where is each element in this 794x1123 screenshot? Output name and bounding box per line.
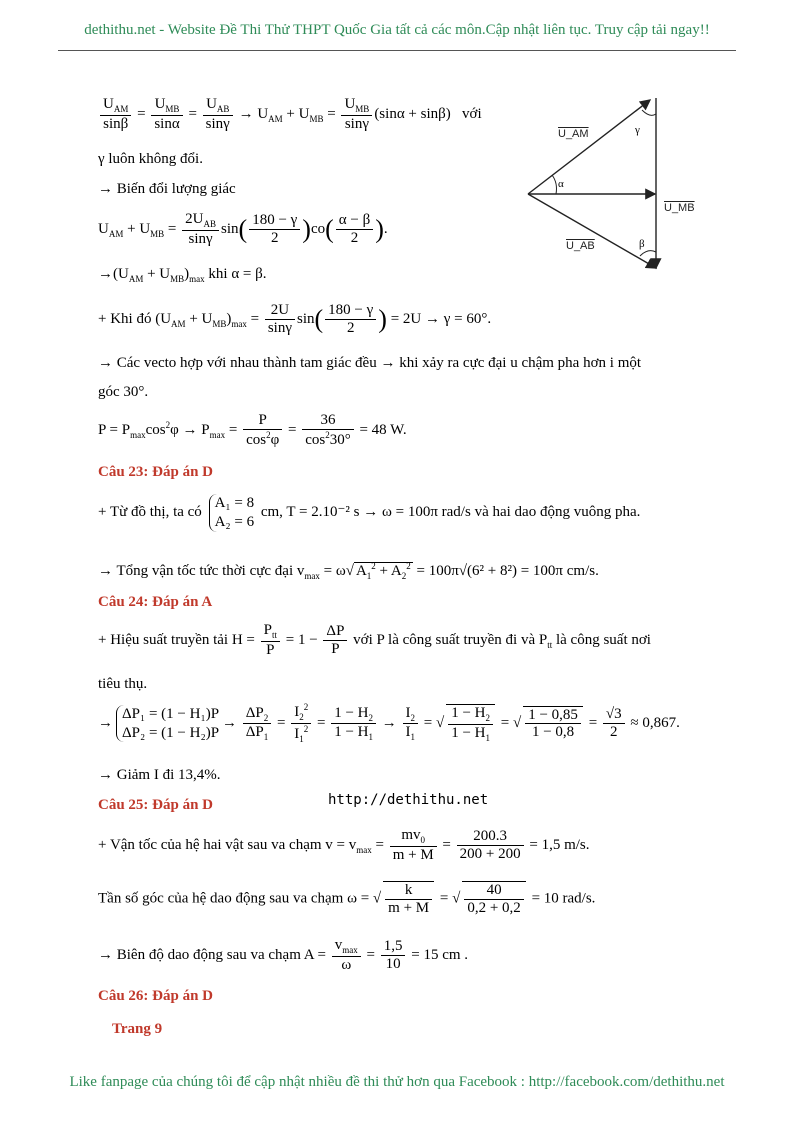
vector-triangle-diagram [520, 88, 720, 283]
q26-title: Câu 26: Đáp án D [98, 988, 214, 1004]
label-alpha: α [558, 178, 564, 190]
site-footer[interactable]: Like fanpage của chúng tôi để cập nhật nhiều đề thi thử hơn qua Facebook : http://facebook.com/dethithu.net [69, 1074, 725, 1090]
q24-line1-post2: là công suất nơi [555, 632, 651, 648]
sum-voltage-equation: $U_{AM} + U_{MB}$ = $\frac{2U_{AB}}{\sin\gamma}$ sin( $\frac{180 - \gamma}{2}$ )co( $\frac{\alpha - \beta}{2}$ ). [98, 211, 388, 247]
power-equation: $P = P_{max}\cos^2\varphi \to P_{max}$ = $\frac{P}{\cos^2\varphi}$ = $\frac{36}{\cos^230^\circ}$ = 48 W. [98, 412, 407, 448]
vector-u-am [528, 100, 650, 194]
q24-result: ≈ 0,867. [630, 715, 680, 732]
label-u-mb: U_MB [664, 202, 695, 214]
q25-line3: → Biên độ dao động sau va chạm A = $\frac{v_{max}}{\omega}$ = $\frac{1,5}{10}$ = 15 cm . [98, 937, 469, 973]
page-number [112, 1021, 162, 1038]
with-label: với [462, 106, 482, 122]
q25-line1-result: = 1,5 m/s. [529, 837, 590, 853]
gamma-constant-text: γ luôn không đổi. [98, 151, 203, 167]
gamma-result: = 2U → γ = 60°. [390, 310, 492, 327]
q25-line3-result: = 15 cm . [411, 947, 469, 963]
q25-line3-pre: → Biên độ dao động sau va chạm [98, 947, 301, 963]
q24-line2: tiêu thụ. [98, 676, 148, 692]
q24-line1: + Hiệu suất truyền tải H = $\frac{P_{tt}}{P}$ = 1 − $\frac{\Delta P}{P}$ với P là công suất truyền đi và $P_{tt}$ là công suất nơi [98, 622, 651, 658]
q25-line1-pre: + Vận tốc của hệ hai vật sau va chạm [98, 837, 322, 853]
q23-line1 [98, 494, 640, 532]
alpha-arc [552, 175, 557, 194]
q23-line2: → Tổng vận tốc tức thời cực đại $v_{max} = \omega√$ $A_1^2 + A_2^2 = 100\pi√(6^2 + 8^2) = 100\pi$ cm/s. [98, 561, 599, 581]
q24-dp1: ΔP₁ = (1 − H₁)P [122, 705, 220, 722]
sine-rule-equation: $\frac{U_{AM}}{\sin\beta}$ = $\frac{U_{MB}}{\sin\alpha}$ = $\frac{U_{AB}}{\sin\gamma}$ → $U_{AM} + U_{MB}$ = $\frac{U_{MB}}{\sin\gamma}$ (sinα + sinβ) với [98, 96, 482, 133]
q24-dp2: ΔP₂ = (1 − H₂)P [122, 724, 220, 741]
page-number-value: 9 [154, 1021, 163, 1037]
q23-a1: A₁ = 8 [214, 495, 255, 511]
gamma-arc [642, 110, 656, 115]
page-label: Trang [112, 1021, 151, 1037]
label-beta: β [639, 238, 645, 250]
q24-line1-post: với P là công suất truyền đi và [353, 632, 536, 648]
q24-derivation: → ΔP₁ = (1 − H₁)P ΔP₂ = (1 − H₂)P → $\frac{\Delta P_2}{\Delta P_1}$ = $\frac{I_2^2}{I_1^2}$ = $\frac{1 - H_2}{1 - H_1}$ → $\frac{I_2}{I_1}$ = √ $\frac{1 - H_2}{1 - H_1}$ = √ $\frac{1 - 0,85}{1 - 0,8}$ = $\frac{√3}{2}$ ≈ 0,867. [98, 702, 680, 744]
trig-transform-text: → Biến đổi lượng giác [98, 181, 236, 197]
label-gamma: γ [635, 124, 640, 136]
q25-title: Câu 25: Đáp án D [98, 797, 214, 813]
power-lhs: P = P [98, 421, 131, 438]
q23-line2-eq: = 100π√(6² + 8²) = 100π cm/s. [416, 563, 599, 579]
label-u-am: U_AM [558, 128, 589, 140]
vector-u-ab-lower [528, 194, 656, 268]
max-condition-text: khi α = β. [208, 266, 267, 282]
site-header[interactable]: dethithu.net - Website Đề Thi Thử THPT Quốc Gia tất cả các môn.Cập nhật liên tục. Truy cập tải ngay!! [84, 22, 710, 38]
q23-line1-post: cm, T = 2.10⁻² s → ω = 100π rad/s và hai dao động vuông pha. [260, 504, 641, 521]
q23-line2-pre: → Tổng vận tốc tức thời cực đại [98, 563, 294, 579]
q25-line2-pre: Tần số góc của hệ dao động sau va chạm [98, 890, 344, 907]
power-result: = 48 W. [359, 421, 407, 438]
q24-title: Câu 24: Đáp án A [98, 594, 213, 610]
beta-arc [640, 251, 656, 256]
max-condition: $\to(U_{AM} + U_{MB})_{max}$ khi α = β. [98, 266, 267, 284]
q23-a2: A₂ = 6 [214, 513, 255, 530]
q25-line1: + Vận tốc của hệ hai vật sau va chạm $v = v_{max}$ = $\frac{mv_0}{m + M}$ = $\frac{200.3}{200 + 200}$ = 1,5 m/s. [98, 827, 590, 863]
when-label: + Khi đó [98, 310, 152, 327]
max-value-equation: + Khi đó $(U_{AM} + U_{MB})_{max}$ = $\frac{2U}{\sin\gamma}$ sin( $\frac{180 - \gamma}{2}$ ) = 2U → γ = 60°. [98, 302, 492, 336]
label-u-ab: U_AB [566, 240, 595, 252]
q23-title: Câu 23: Đáp án D [98, 464, 214, 480]
watermark-url[interactable]: http://dethithu.net [328, 792, 489, 808]
q23-line1-pre: + Từ đồ thị, ta có [98, 504, 202, 521]
q25-line2: Tần số góc của hệ dao động sau va chạm ω = √ $\frac{k}{m + M}$ = √ $\frac{40}{0,2 + 0,2}$ = 10 rad/s. [98, 882, 596, 916]
q25-line2-result: = 10 rad/s. [531, 890, 596, 907]
q24-decrease: → Giảm I đi 13,4%. [98, 767, 221, 783]
vector-conclusion-2: góc 30°. [98, 384, 149, 400]
vector-conclusion: → Các vecto hợp với nhau thành tam giác đều → khi xảy ra cực đại u chậm pha hơn i một [98, 355, 642, 371]
q24-line1-pre: + Hiệu suất truyền tải [98, 632, 229, 648]
header-divider [58, 50, 736, 51]
